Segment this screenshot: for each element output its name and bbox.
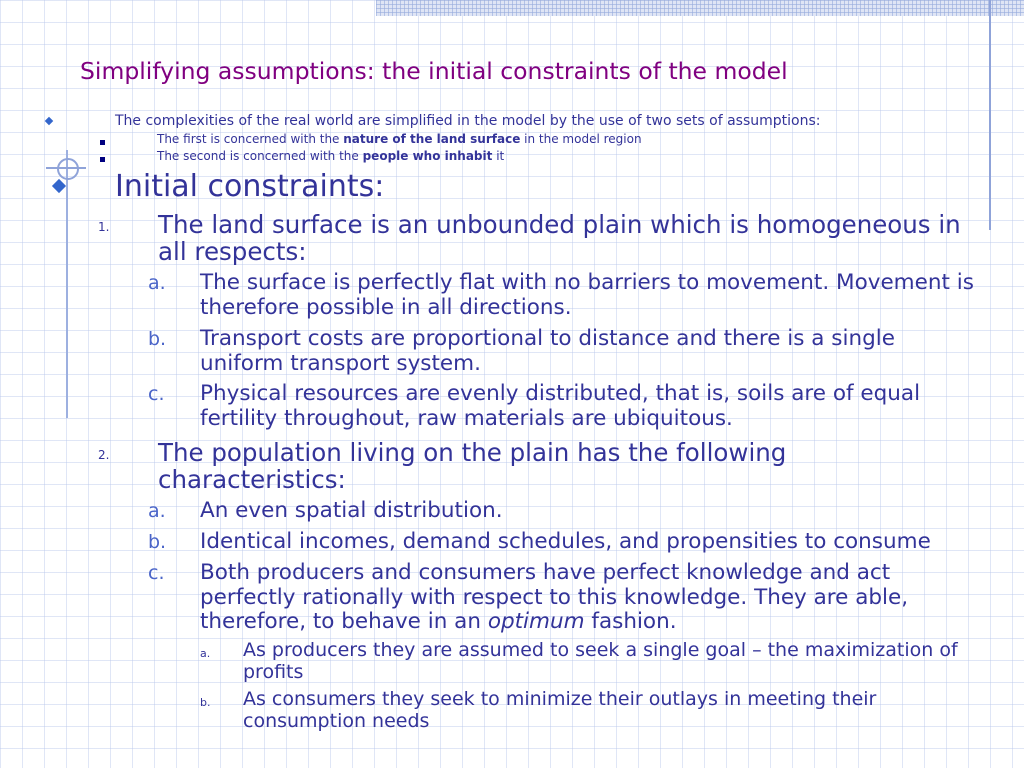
list-letter: b. — [200, 696, 211, 709]
sub-item-identical-incomes: Identical incomes, demand schedules, and propensities to consume — [200, 529, 931, 554]
right-decorative-rule — [989, 0, 991, 230]
list-item-population: The population living on the plain has the following characteristics: — [158, 438, 787, 494]
section-heading: Initial constraints: — [115, 169, 385, 204]
sub-item-land: The first is concerned with the nature of the land surface in the model region — [157, 132, 642, 146]
list-item-land-surface: The land surface is an unbounded plain which is homogeneous in all respects: — [158, 210, 961, 266]
list-letter: c. — [148, 383, 165, 405]
list-letter: b. — [148, 531, 167, 553]
diamond-bullet-icon — [45, 117, 53, 125]
square-bullet-icon — [100, 140, 105, 145]
list-letter: a. — [148, 272, 166, 294]
sub-sub-item-consumers: As consumers they seek to minimize their outlays in meeting their consumption needs — [243, 688, 877, 732]
slide-title: Simplifying assumptions: the initial constraints of the model — [80, 57, 788, 85]
list-letter: c. — [148, 562, 165, 584]
crosshair-circle-ornament — [57, 158, 79, 180]
list-letter: a. — [148, 500, 166, 522]
square-bullet-icon — [100, 157, 105, 162]
crosshair-line-ornament — [46, 167, 86, 169]
list-letter: a. — [200, 647, 211, 660]
left-decorative-rule — [66, 150, 68, 418]
diamond-bullet-icon — [52, 179, 66, 193]
sub-item-perfect-knowledge: Both producers and consumers have perfect knowledge and act perfectly rationally with respect to this knowledge. They are able, therefore, to behave in an optimum fashion. — [200, 560, 909, 634]
sub-sub-item-producers: As producers they are assumed to seek a single goal – the maximization of profits — [243, 639, 958, 683]
sub-item-flat-surface: The surface is perfectly flat with no barriers to movement. Movement is therefore possible in all directions. — [200, 270, 974, 320]
top-decorative-band — [376, 0, 1024, 16]
sub-item-even-distribution: An even spatial distribution. — [200, 498, 503, 523]
list-number: 2. — [98, 448, 110, 462]
list-letter: b. — [148, 328, 167, 350]
list-number: 1. — [98, 220, 110, 234]
sub-item-transport-costs: Transport costs are proportional to distance and there is a single uniform transport system. — [200, 326, 895, 376]
intro-text: The complexities of the real world are simplified in the model by the use of two sets of assumptions: — [115, 113, 821, 129]
sub-item-people: The second is concerned with the people who inhabit it — [157, 149, 505, 163]
sub-item-physical-resources: Physical resources are evenly distributed, that is, soils are of equal fertility throughout, raw materials are ubiquitous. — [200, 381, 921, 431]
